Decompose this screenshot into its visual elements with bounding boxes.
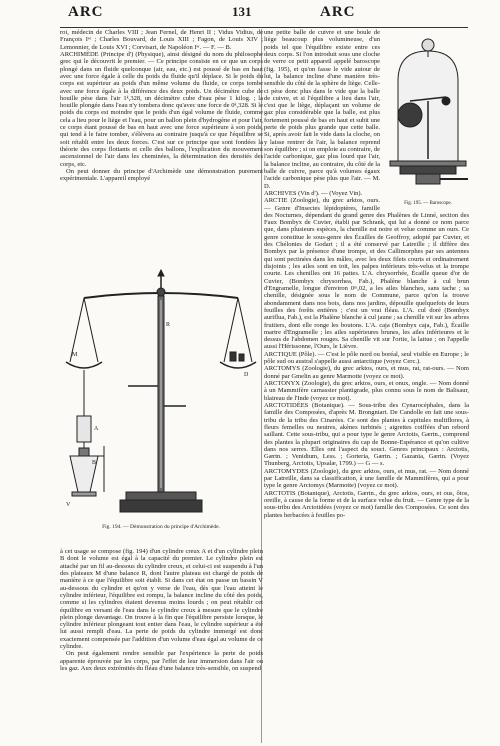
entry-arctonyx: ARCTONYX (Zoologie), du grec arktos, ours, et onux, ongle. — Nom donné à un Mammifère carnassier plantigrade, plus connu sous le nom de Balisaur, blaireau de l'Inde (voyez ce mot).: [264, 380, 469, 402]
left-column-top: [60, 29, 263, 263]
paragraph-baroscope: une petite balle de cuivre et une boule de liège beaucoup plus volumineuse, d'un poids tel que l'équilibre existe entre ces deux corps. Si l'on introduit sous une cloche de verre ce petit appareil appelé baroscope (fig. 195), et qu'on fasse le vide autour de lui, la balance incline d'une manière très-sensible du côté de la sphère de liège. Celle-ci pèse donc plus dans le vide que la balle de cuivre, et si l'équilibre a lieu dans l'air, c'est que le liège, déplaçant un volume de gaz plus considérable que la balle, est plus fortement poussé de bas en haut et subit une perte de poids plus grande que cette balle. Si, après avoir fait le vide dans la cloche, on y laisse rentrer de l'air, la balance reprend son équilibre ; si on emploie au contraire, de l'acide carbonique, gaz plus lourd que l'air, la balance incline, au contraire, du côté de la balle de cuivre, parce qu'à volumes égaux l'acide carbonique pèse plus que l'air. — M. D.: [264, 29, 380, 190]
paragraph-air-weight: On peut également rendre sensible par l'expérience la perte de poids apparente éprouvée par les corps, par l'effet de leur immersion dans l'air ou les gaz. Aux deux extrémités du fléau d'une balance très-sensible, on suspend: [60, 650, 263, 672]
svg-text:A: A: [94, 426, 99, 432]
page-number: 131: [232, 4, 252, 19]
svg-text:M: M: [72, 352, 78, 358]
entry-arctie: ARCTIE (Zoologie), du grec arktos, ours. — Genre d'Insectes lépidoptères, famille des Nocturnes, dépendant du grand genre des Phalènes de Linné, section des Faux Bombyx de Cuvier, établi par Schrank, qui lui a donné ce nom parce que, dans plusieurs espèces, la chenille est noire et velue comme un ours. Ce genre constitue le sous-genre des Écailles de Geoffroy, adopté par Cuvier, et des Chélonies de Godart ; il a été conservé par Latreille ; il diffère des Bombyx par la présence d'une trompe, et des Callimorphes par ses antennes qui sont pectinées dans les mâles, avec les deux filets courts et ordinairement disjoints ; les ailes sont en toit, les palpes inférieurs très-velus et la trompe courte. Les chenilles ont 16 pattes. L'A. chrysorrhée, Écaille queue d'or de Cuvier, (Bombyx chrysorrhea, Fab.), Phalène blanche à cul brun d'Engramelle, longue d'environ 0ᵐ,02, a les ailes blanches, sans tache ; sa chenille, désignée sous le nom de Commune, parce qu'on la trouve abondamment dans nos bois, dans nos jardins, dépouille quelquefois de leurs feuilles des forêts entières ; c'est un vrai fléau. L'A. cul doré (Bombyx auriflua, Fab.), est la Phalène blanche à cul jaune ; sa chenille vit sur les arbres fruitiers, dont elle ronge les boutons. L'A. caja (Bombyx caja, Fab.), Écaille martre d'Engramelle ; les ailes supérieures brunes, les ailes inférieures et le dessus de l'abdomen rouges. Sa chenille vit sur l'ortie, la laitue ; on l'appelle aussi l'Hérissonne, l'Ours, le Lièvre.: [264, 197, 469, 351]
svg-text:V: V: [66, 502, 71, 508]
figure-baroscope: [386, 31, 470, 211]
entry-arctotis: ARCTOTIS (Botanique), Arctotis, Gærtn., du grec arktos, ours, et ous, ôtos, oreille, à cause de la forme et de la surface velue du fruit. — Genre type de la sous-tribu des Arctotidées (voyez ce mot) famille des Composées. Ce sont des plantes herbacées à feuilles po-: [264, 489, 469, 519]
paragraph-apparatus: à cet usage se compose (fig. 194) d'un cylindre creux A et d'un cylindre plein B dont le volume est égal à la capacité du premier. Le cylindre plein est attaché par un fil au-dessous du cylindre creux, et celui-ci est suspendu à l'un des plateaux M d'une balance R, dont l'autre plateau est chargé de poids de manière à ce que l'équilibre soit établi. Si dans cet état on passe un bassin V au-dessous du cylindre et qu'on y verse de l'eau, dès que l'eau atteint le cylindre inférieur, l'équilibre est rompu, la balance incline du côté des poids, comme si les cylindres étaient devenus moins lourds ; on peut rétablir cet équilibre en versant de l'eau dans le cylindre creux à mesure que le cylindre plein plonge davantage. On trouve à la fin que l'équilibre persiste lorsque, le cylindre inférieur plongeant tout entier dans l'eau, le cylindre supérieur a été lui aussi rempli d'eau. La perte de poids du cylindre immergé est donc exactement compensée par l'addition d'un volume d'eau égal au volume de ce cylindre.: [60, 548, 263, 651]
entry-archives: ARCHIVES (Vin d'). — (Voyez Vin).: [264, 189, 363, 197]
figure-archimedes-balance: [64, 266, 258, 534]
running-header: [0, 4, 500, 24]
entry-arctomys: ARCTOMYS (Zoologie), du grec arktos, ours, et mus, rat, rat-ours. — Nom donné par Gmelin au genre Marmotte (voyez ce mot).: [264, 365, 469, 380]
svg-text:D: D: [244, 372, 249, 378]
figure1-caption: Fig. 194. — Démonstration du principe d'Archimède.: [102, 524, 220, 530]
header-left-word: ARC: [68, 4, 104, 20]
left-column-bottom: [60, 548, 263, 742]
svg-text:B: B: [92, 460, 97, 466]
entry-arctique: ARCTIQUE (Pôle). — C'est le pôle nord ou boréal, seul visible en Europe ; le pôle sud ou austral s'appelle aussi antarctique (voyez Cerc.).: [264, 350, 469, 366]
paragraph-demonstration: On peut donner du principe d'Archimède une démonstration purement expérimentale. L'appareil employé: [60, 167, 263, 183]
baroscope-illustration: [386, 31, 470, 197]
entry-arctomydes: ARCTOMYDES (Zoologie), du grec arktos, ours, et mus, rat. — Nom donné par Latreille, dans sa classification, à une famille de Mammifères, qui a pour type le genre Arctomys (Marmotte) (voyez ce mot).: [264, 467, 469, 490]
paragraph-archimede: ARCHIMÈDE (Principe d') (Physique), ainsi désigné du nom du philosophe grec qui le découvrit le premier. — Ce principe consiste en ce que un corps plongé dans un fluide quelconque (air, eau, etc.) est poussé de bas en haut avec une force égale à celle du poids du fluide qu'il déplace. Si le poids du corps est supérieur au poids d'un même volume du fluide, ce corps tombe avec une force égale à la différence des deux poids. Un décimètre cube de houille pèse dans l'air 1ᵏ,328, un décimètre cube d'eau pèse 1 kilog. ; la houille plongée dans l'eau n'y tombera donc qu'avec une force de 0ᵏ,328. Si le poids du corps est moindre que le poids d'un égal volume de fluide, comme cela a lieu pour le liège et l'eau, pour un ballon plein d'hydrogène et pour l'air, ce corps étant poussé de bas en haut avec une force supérieure à son poids, qui tend à le faire tomber, s'élèvera au contraire jusqu'à ce que l'équilibre se soit rétabli entre les deux forces. C'est sur ce principe que sont fondées la théorie des corps flottants et celle des ballons, l'explication du mouvement ascensionnel de l'air dans les cheminées, la détermination des densités des corps, etc.: [60, 50, 263, 168]
header-rule: [60, 27, 468, 28]
figure2-caption: Fig. 195. — Baroscope.: [404, 201, 452, 206]
svg-text:R: R: [166, 322, 171, 328]
balance-illustration: [64, 266, 258, 522]
header-right-word: ARC: [320, 4, 356, 20]
paragraph-physicians: roi, médecin de Charles VIII ; Jean Fernel, de Henri II ; Vidus Vidius, de François Iᵉʳ ; Charles Bouvard, de Louis XIII ; Fagon, de Louis XIV ; Lemonnier, de Louis XVI ; Corvisart, de Napoléon Iᵉʳ. — F. — B.: [60, 29, 263, 51]
entry-arctotidees: ARCTOTIDÉES (Botanique). — Sous-tribu des Cynarocéphales, dans la famille des Composées, d'après M. Brongniart. De Candolle en fait une sous-tribu de la tribu des Cinarées. Ce sont des plantes à capitules multiflores, à fleurs femelles ou neutres, akènes turbinés ; aigrettes coiffées d'un rebord saillant. Cette sous-tribu, qui a pour type le genre Arctotis, Gærtn., comprend des plantes la plupart originaires du cap de Bonne-Espérance et qu'on cultive dans nos serres. Elles ont l'aspect du souci. Genres principaux : Arctotis, Gærtn. ; Venidium, Less. ; Gorteria, Gærtn. ; Gazania, Gærtn. (Voyez Thunberg, Arctotis, Upsalæ, 1799.) — G — s.: [264, 401, 469, 468]
